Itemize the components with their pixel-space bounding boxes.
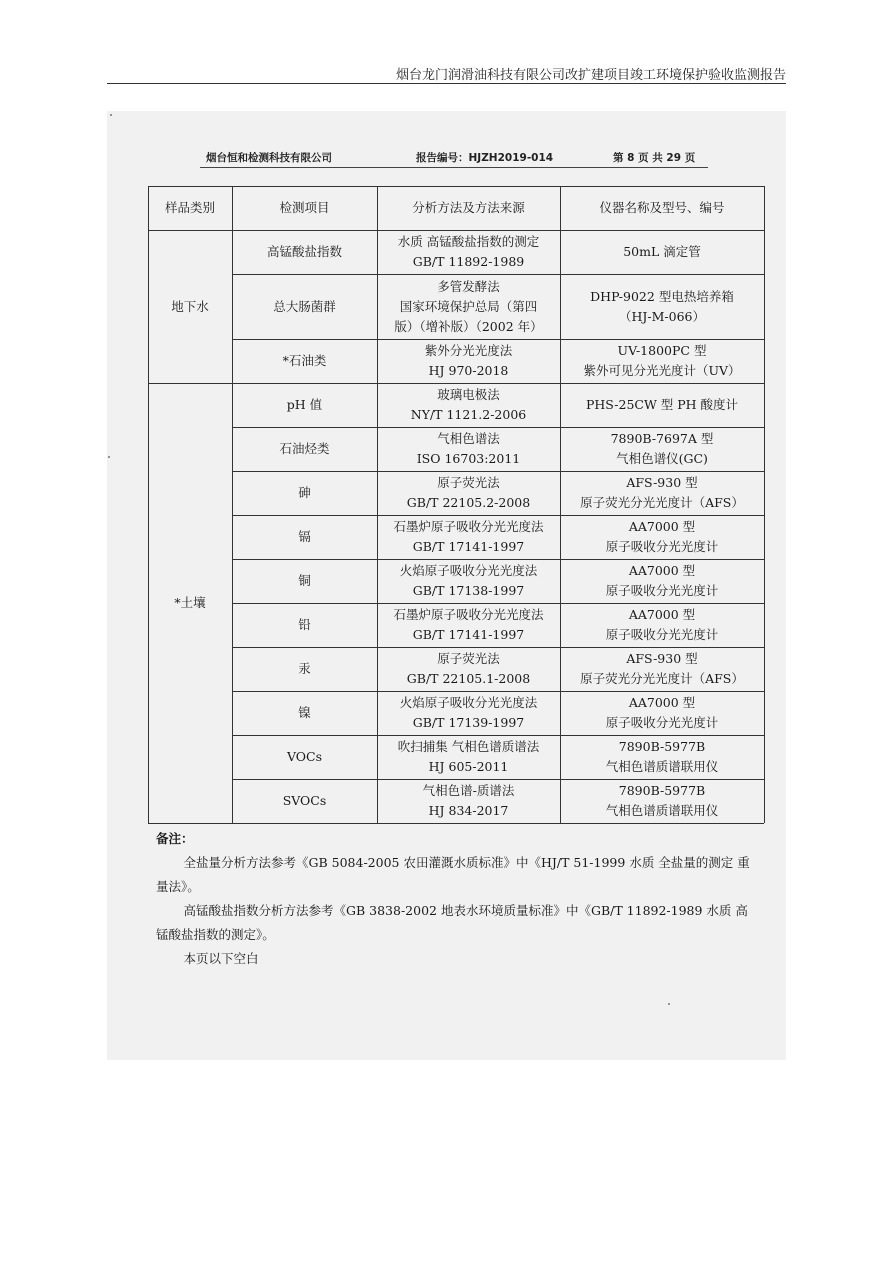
- analysis-method-text: 气相色谱-质谱法: [422, 783, 515, 798]
- table-rule: [377, 186, 378, 823]
- analysis-method: [377, 339, 560, 383]
- test-item: [232, 339, 377, 383]
- test-item: [232, 691, 377, 735]
- table-rule: [232, 647, 764, 648]
- sample-category: *土壤: [174, 595, 206, 610]
- table-rule: [148, 186, 764, 187]
- analysis-method-text: 紫外分光光度法: [424, 343, 513, 358]
- instrument-text: 气相色谱质谱联用仪: [605, 803, 719, 818]
- analysis-method: [377, 515, 560, 559]
- methods-table: [148, 186, 764, 829]
- test-item: [232, 647, 377, 691]
- instrument: [560, 647, 764, 691]
- analysis-method-text: 玻璃电极法: [437, 387, 500, 402]
- instrument-text: 气相色谱质谱联用仪: [605, 759, 719, 774]
- instrument: [560, 559, 764, 603]
- instrument-text: 原子吸收分光光度计: [605, 627, 719, 642]
- test-item-text: pH 值: [286, 397, 323, 412]
- column-header: 仪器名称及型号、编号: [599, 200, 725, 215]
- analysis-method: [377, 735, 560, 779]
- table-rule: [764, 186, 765, 823]
- test-item-text: 汞: [298, 661, 311, 676]
- table-rule: [232, 779, 764, 780]
- table-rule: [232, 559, 764, 560]
- instrument-text: DHP-9022 型电热培养箱: [590, 288, 734, 304]
- testing-company: 烟台恒和检测科技有限公司: [206, 152, 332, 164]
- analysis-method: [377, 779, 560, 823]
- table-rule: [232, 339, 764, 340]
- instrument: [560, 779, 764, 823]
- analysis-method-text: 原子荧光法: [437, 475, 500, 490]
- table-rule: [148, 186, 149, 823]
- instrument-text: 7890B-5977B: [618, 739, 706, 754]
- page-indicator: 第 8 页 共 29 页: [613, 152, 696, 164]
- column-header: 检测项目: [279, 200, 330, 215]
- test-item: [232, 515, 377, 559]
- analysis-method: [377, 691, 560, 735]
- instrument-text: 7890B-7697A 型: [610, 431, 714, 446]
- analysis-method-text: ISO 16703:2011: [416, 451, 521, 466]
- analysis-method-text: 火焰原子吸收分光光度法: [399, 563, 538, 578]
- analysis-method: [377, 230, 560, 274]
- test-item: [232, 559, 377, 603]
- instrument: [560, 471, 764, 515]
- analysis-method-text: GB/T 17141-1997: [412, 627, 525, 642]
- analysis-method-text: GB/T 22105.1-2008: [406, 671, 531, 686]
- analysis-method-text: 国家环境保护总局（第四: [399, 298, 538, 314]
- table-rule: [148, 230, 764, 231]
- instrument-text: 原子吸收分光光度计: [605, 583, 719, 598]
- instrument-text: AFS-930 型: [626, 475, 698, 490]
- test-item: [232, 383, 377, 427]
- analysis-method-text: 原子荧光法: [437, 651, 500, 666]
- instrument-text: 气相色谱仪(GC): [616, 451, 708, 466]
- analysis-method-text: HJ 970-2018: [428, 363, 509, 378]
- scan-speck: [110, 114, 112, 116]
- column-header: 样品类别: [164, 200, 215, 215]
- analysis-method: [377, 647, 560, 691]
- analysis-method-text: 气相色谱法: [437, 431, 500, 446]
- column-header: 分析方法及方法来源: [412, 200, 525, 215]
- test-item-text: VOCs: [286, 749, 323, 764]
- instrument: [560, 735, 764, 779]
- test-item-text: 铜: [298, 573, 311, 588]
- table-rule: [232, 274, 764, 275]
- table-rule: [232, 186, 233, 823]
- test-item-text: *石油类: [282, 353, 327, 368]
- instrument: [560, 603, 764, 647]
- instrument-text: AFS-930 型: [626, 651, 698, 666]
- analysis-method-text: GB/T 17139-1997: [412, 715, 525, 730]
- note-line: 高锰酸盐指数分析方法参考《GB 3838-2002 地表水环境质量标准》中《GB/T 11892-1989 水质 高锰酸盐指数的测定》。: [156, 903, 748, 942]
- analysis-method: [377, 274, 560, 339]
- instrument-text: （HJ-M-066）: [618, 308, 706, 324]
- table-rule: [232, 427, 764, 428]
- test-item-text: 镍: [298, 705, 311, 720]
- test-item: [232, 603, 377, 647]
- notes-title: 备注：: [156, 831, 194, 846]
- note-line: 本页以下空白: [183, 951, 259, 966]
- instrument-text: 原子吸收分光光度计: [605, 715, 719, 730]
- test-item-text: 总大肠菌群: [273, 298, 336, 314]
- test-item-text: SVOCs: [282, 793, 327, 808]
- instrument: [560, 427, 764, 471]
- instrument-text: 原子荧光分光光度计（AFS）: [580, 671, 744, 686]
- table-rule: [232, 691, 764, 692]
- analysis-method-text: 石墨炉原子吸收分光光度法: [393, 519, 544, 534]
- instrument: [560, 515, 764, 559]
- instrument-text: PHS-25CW 型 PH 酸度计: [585, 397, 739, 412]
- test-item: [232, 779, 377, 823]
- instrument: [560, 274, 764, 339]
- instrument-text: 50mL 滴定管: [623, 244, 701, 259]
- analysis-method-text: GB/T 17141-1997: [412, 539, 525, 554]
- analysis-method: [377, 471, 560, 515]
- instrument-text: AA7000 型: [628, 607, 696, 622]
- test-item: [232, 274, 377, 339]
- analysis-method: [377, 559, 560, 603]
- test-item: [232, 471, 377, 515]
- instrument-text: 原子荧光分光光度计（AFS）: [580, 495, 744, 510]
- analysis-method-text: 多管发酵法: [437, 278, 500, 294]
- instrument-text: 7890B-5977B: [618, 783, 706, 798]
- instrument-text: 原子吸收分光光度计: [605, 539, 719, 554]
- analysis-method-text: GB/T 17138-1997: [412, 583, 525, 598]
- test-item-text: 镉: [298, 529, 311, 544]
- instrument-text: UV-1800PC 型: [617, 343, 707, 358]
- analysis-method-text: GB/T 11892-1989: [412, 254, 525, 269]
- analysis-method-text: HJ 834-2017: [428, 803, 509, 818]
- analysis-method-text: NY/T 1121.2-2006: [410, 407, 527, 422]
- analysis-method: [377, 427, 560, 471]
- table-rule: [232, 603, 764, 604]
- analysis-method: [377, 383, 560, 427]
- analysis-method-text: 火焰原子吸收分光光度法: [399, 695, 538, 710]
- instrument-text: AA7000 型: [628, 695, 696, 710]
- test-item-text: 石油烃类: [279, 441, 330, 456]
- table-rule: [232, 515, 764, 516]
- instrument-text: AA7000 型: [628, 563, 696, 578]
- note-line: 全盐量分析方法参考《GB 5084-2005 农田灌溉水质标准》中《HJ/T 51-1999 水质 全盐量的测定 重量法》。: [156, 855, 750, 894]
- analysis-method: [377, 603, 560, 647]
- instrument: [560, 383, 764, 427]
- analysis-method-text: 石墨炉原子吸收分光光度法: [393, 607, 544, 622]
- header-divider: [107, 83, 786, 84]
- test-item-text: 铅: [298, 617, 311, 632]
- analysis-method-text: 吹扫捕集 气相色谱质谱法: [397, 739, 540, 754]
- analysis-method-text: HJ 605-2011: [428, 759, 509, 774]
- table-rule: [232, 471, 764, 472]
- instrument: [560, 339, 764, 383]
- table-rule: [148, 383, 764, 384]
- analysis-method-text: 水质 高锰酸盐指数的测定: [397, 234, 540, 249]
- report-number: 报告编号：HJZH2019-014: [416, 152, 554, 164]
- test-item: [232, 735, 377, 779]
- meta-divider: [200, 167, 708, 168]
- test-item-text: 砷: [298, 485, 311, 500]
- report-meta: [200, 150, 708, 166]
- test-item-text: 高锰酸盐指数: [266, 244, 342, 259]
- instrument: [560, 691, 764, 735]
- notes-section: [150, 822, 763, 1028]
- document-header: 烟台龙门润滑油科技有限公司改扩建项目竣工环境保护验收监测报告: [395, 68, 786, 83]
- analysis-method-text: GB/T 22105.2-2008: [406, 495, 531, 510]
- table-rule: [232, 735, 764, 736]
- table-rule: [560, 186, 561, 823]
- test-item: [232, 230, 377, 274]
- instrument-text: 紫外可见分光光度计（UV）: [583, 363, 741, 378]
- test-item: [232, 427, 377, 471]
- analysis-method-text: 版）（增补版）（2002 年）: [394, 318, 543, 334]
- scan-speck: [108, 456, 110, 458]
- instrument-text: AA7000 型: [628, 519, 696, 534]
- sample-category: 地下水: [171, 298, 209, 314]
- instrument: [560, 230, 764, 274]
